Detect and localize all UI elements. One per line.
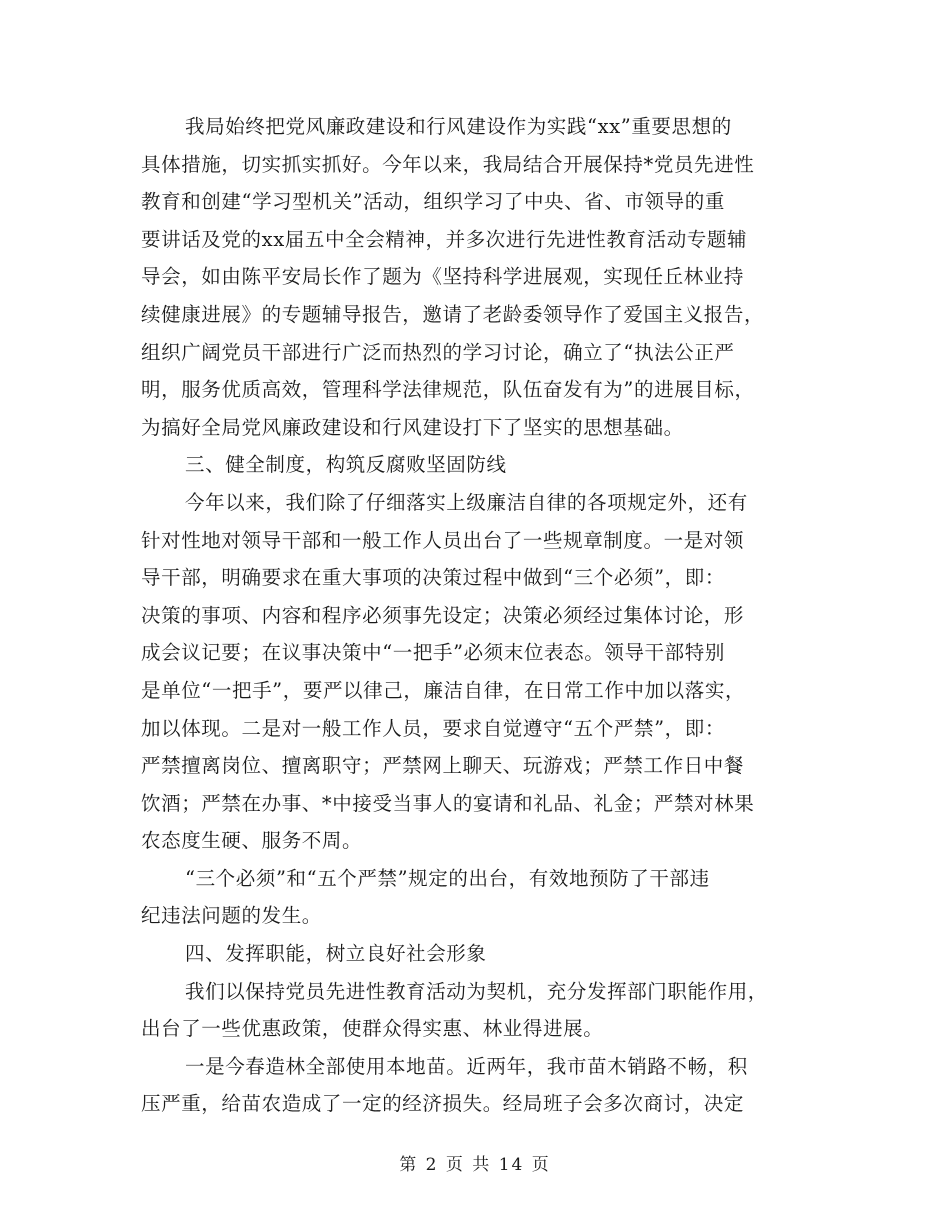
text-line: 续健康进展》的专题辅导报告，邀请了老龄委领导作了爱国主义报告， <box>141 302 765 326</box>
text-line: 农态度生硬、服务不周。 <box>141 829 363 853</box>
text-line: 导干部，明确要求在重大事项的决策过程中做到“三个必须”，即： <box>141 566 725 590</box>
text-line: 三、健全制度，构筑反腐败坚固防线 <box>185 453 507 477</box>
text-line: 我局始终把党风廉政建设和行风建设作为实践“xx”重要思想的 <box>185 115 732 138</box>
text-line: 要讲话及党的xx届五中全会精神，并多次进行先进性教育活动专题辅 <box>141 227 748 251</box>
text-line: 加以体现。二是对一般工作人员，要求自觉遵守“五个严禁”，即： <box>141 716 725 740</box>
text-line: 压严重，给苗农造成了一定的经济损失。经局班子会多次商讨，决定 <box>141 1092 745 1116</box>
text-line: 出台了一些优惠政策，使群众得实惠、林业得进展。 <box>141 1017 604 1041</box>
text-line: 纪违法问题的发生。 <box>141 904 322 928</box>
text-line: “三个必须”和“五个严禁”规定的出台，有效地预防了干部违 <box>185 866 710 890</box>
text-line: 四、发挥职能，树立良好社会形象 <box>185 942 487 966</box>
text-line: 严禁擅离岗位、擅离职守；严禁网上聊天、玩游戏；严禁工作日中餐 <box>141 754 745 778</box>
document-body <box>141 108 811 1123</box>
text-line: 明，服务优质高效，管理科学法律规范，队伍奋发有为”的进展目标， <box>141 378 755 402</box>
text-line: 组织广阔党员干部进行广泛而热烈的学习讨论，确立了“执法公正严 <box>141 340 735 364</box>
text-line: 一是今春造林全部使用本地苗。近两年，我市苗木销路不畅，积 <box>185 1054 748 1078</box>
text-line: 成会议记要；在议事决策中“一把手”必须末位表态。领导干部特别 <box>141 641 725 665</box>
text-line: 教育和创建“学习型机关”活动，组织学习了中央、省、市领导的重 <box>141 190 725 214</box>
text-line: 具体措施，切实抓实抓好。今年以来，我局结合开展保持*党员先进性 <box>141 152 755 176</box>
text-line: 决策的事项、内容和程序必须事先设定；决策必须经过集体讨论，形 <box>141 603 745 627</box>
text-line: 针对性地对领导干部和一般工作人员出台了一些规章制度。一是对领 <box>141 528 745 552</box>
text-line: 导会，如由陈平安局长作了题为《坚持科学进展观，实现任丘林业持 <box>141 265 745 289</box>
text-line: 是单位“一把手”，要严以律己，廉洁自律，在日常工作中加以落实， <box>141 678 746 702</box>
text-line: 为搞好全局党风廉政建设和行风建设打下了坚实的思想基础。 <box>141 415 684 439</box>
text-line: 饮酒；严禁在办事、*中接受当事人的宴请和礼品、礼金；严禁对林果 <box>141 791 755 815</box>
text-line: 我们以保持党员先进性教育活动为契机，充分发挥部门职能作用， <box>185 979 768 1003</box>
text-line: 今年以来，我们除了仔细落实上级廉洁自律的各项规定外，还有 <box>185 490 748 514</box>
page-footer: 第 2 页 共 14 页 <box>399 1155 551 1175</box>
